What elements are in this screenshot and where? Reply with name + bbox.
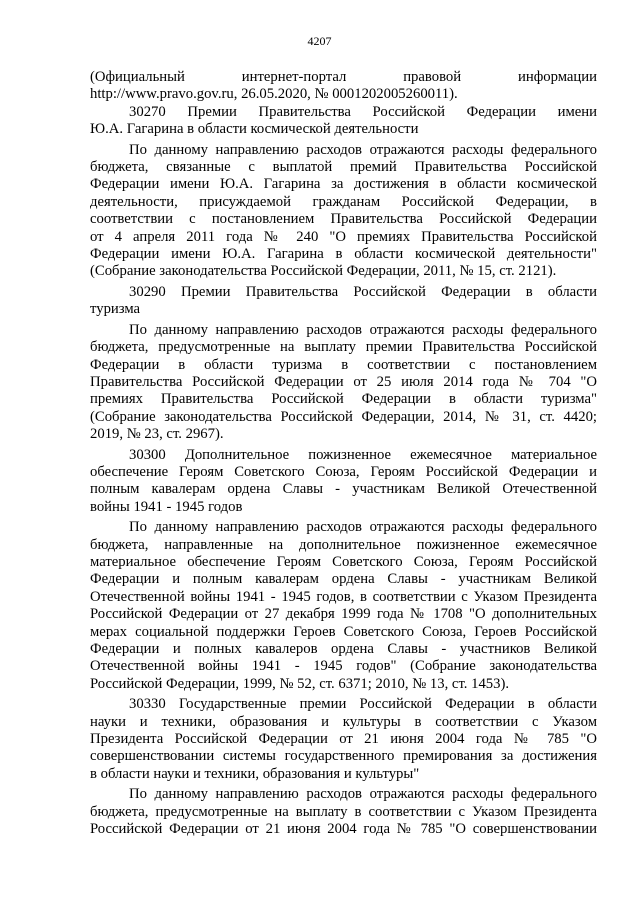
text-line: Отечественной войны 1941 - 1945 годов, в соответствии с Указом Президента bbox=[90, 588, 597, 605]
section-heading-30290 bbox=[90, 284, 597, 319]
text-line: Федерации имени Ю.А. Гагарина за достижения в области космической bbox=[90, 176, 597, 193]
text-line: мерах социальной поддержки Героев Советского Союза, Героев Российской bbox=[90, 623, 597, 640]
section-paragraph-30270 bbox=[90, 142, 597, 281]
text-line: 30270 Премии Правительства Российской Федерации имени bbox=[129, 103, 597, 120]
text-line: бюджета, связанные с выплатой премий Правительства Российской bbox=[90, 159, 597, 176]
text-line: обеспечение Героям Советского Союза, Героям Российской Федерации и bbox=[90, 463, 597, 480]
text-line: соответствии с постановлением Правительства Российской Федерации bbox=[90, 211, 597, 228]
text-line: войны 1941 - 1945 годов bbox=[90, 498, 243, 515]
text-line: Федерации и полных кавалеров ордена Славы - участников Великой bbox=[90, 641, 597, 657]
text-line: Отечественной войны 1941 - 1945 годов" (Собрание законодательства bbox=[90, 658, 597, 675]
text-line: полным кавалерам ордена Славы - участникам Великой Отечественной bbox=[90, 481, 597, 498]
text-line: Российской Федерации, 1999, № 52, ст. 6371; 2010, № 13, ст. 1453). bbox=[90, 675, 510, 692]
text-line: http://www.pravo.gov.ru, 26.05.2020, № 0001202005260011). bbox=[90, 86, 458, 103]
text-line: материальное обеспечение Героям Советского Союза, Героям Российской bbox=[90, 553, 597, 570]
text-line: Российской Федерации от 21 июня 2004 года № 785 "О совершенствовании bbox=[90, 821, 597, 838]
text-line: Федерации имени Ю.А. Гагарина в области космической деятельности" bbox=[90, 246, 597, 263]
text-line: (Собрание законодательства Российской Федерации, 2011, № 15, ст. 2121). bbox=[90, 263, 557, 280]
text-line: По данному направлению расходов отражаются расходы федерального bbox=[129, 519, 597, 536]
text-line: По данному направлению расходов отражаются расходы федерального bbox=[129, 786, 597, 803]
document-body bbox=[90, 69, 597, 838]
text-line: (Собрание законодательства Российской Федерации, 2014, № 31, ст. 4420; bbox=[90, 408, 597, 425]
section-heading-30330 bbox=[90, 696, 597, 783]
text-line: 30330 Государственные премии Российской Федерации в области bbox=[129, 696, 597, 713]
text-line: премиях Правительства Российской Федерации в области туризма" bbox=[90, 391, 597, 408]
section-heading-30300 bbox=[90, 447, 597, 517]
text-line: Российской Федерации от 27 декабря 1999 года № 1708 "О дополнительных bbox=[90, 606, 597, 623]
section-paragraph-30290 bbox=[90, 322, 597, 444]
text-line: от 4 апреля 2011 года № 240 "О премиях Правительства Российской bbox=[90, 228, 597, 245]
section-heading-30270 bbox=[90, 104, 597, 139]
text-line: (Официальный интернет-портал правовой информации bbox=[90, 69, 597, 85]
section-paragraph-30300 bbox=[90, 519, 597, 693]
text-line: совершенствовании системы государственного премирования за достижения bbox=[90, 748, 597, 765]
page-number: 4207 bbox=[307, 34, 332, 48]
text-line: деятельности, присуждаемой гражданам Российской Федерации, в bbox=[90, 193, 597, 210]
text-line: науки и техники, образования и культуры в соответствии с Указом bbox=[90, 713, 597, 730]
text-line: Правительства Российской Федерации от 25 июля 2014 года № 704 "О bbox=[90, 373, 597, 390]
text-line: Федерации и полным кавалерам ордена Славы - участникам Великой bbox=[90, 571, 597, 588]
source-citation bbox=[90, 69, 597, 104]
text-line: 30290 Премии Правительства Российской Федерации в области bbox=[129, 283, 597, 300]
text-line: бюджета, направленные на дополнительное пожизненное ежемесячное bbox=[90, 536, 597, 553]
text-line: туризма bbox=[90, 301, 141, 318]
text-line: 2019, № 23, ст. 2967). bbox=[90, 426, 224, 443]
text-line: Федерации в области туризма в соответствии с постановлением bbox=[90, 356, 597, 373]
text-line: По данному направлению расходов отражаются расходы федерального bbox=[129, 141, 597, 158]
text-line: По данному направлению расходов отражаются расходы федерального bbox=[129, 321, 597, 338]
text-line: Ю.А. Гагарина в области космической деятельности bbox=[90, 121, 419, 138]
text-line: 30300 Дополнительное пожизненное ежемесячное материальное bbox=[129, 446, 597, 463]
section-paragraph-30330 bbox=[90, 786, 597, 838]
text-line: в области науки и техники, образования и культуры" bbox=[90, 765, 420, 782]
text-line: бюджета, предусмотренные на выплату в соответствии с Указом Президента bbox=[90, 803, 597, 820]
text-line: Президента Российской Федерации от 21 июня 2004 года № 785 "О bbox=[90, 731, 597, 748]
text-line: бюджета, предусмотренные на выплату премии Правительства Российской bbox=[90, 339, 597, 356]
